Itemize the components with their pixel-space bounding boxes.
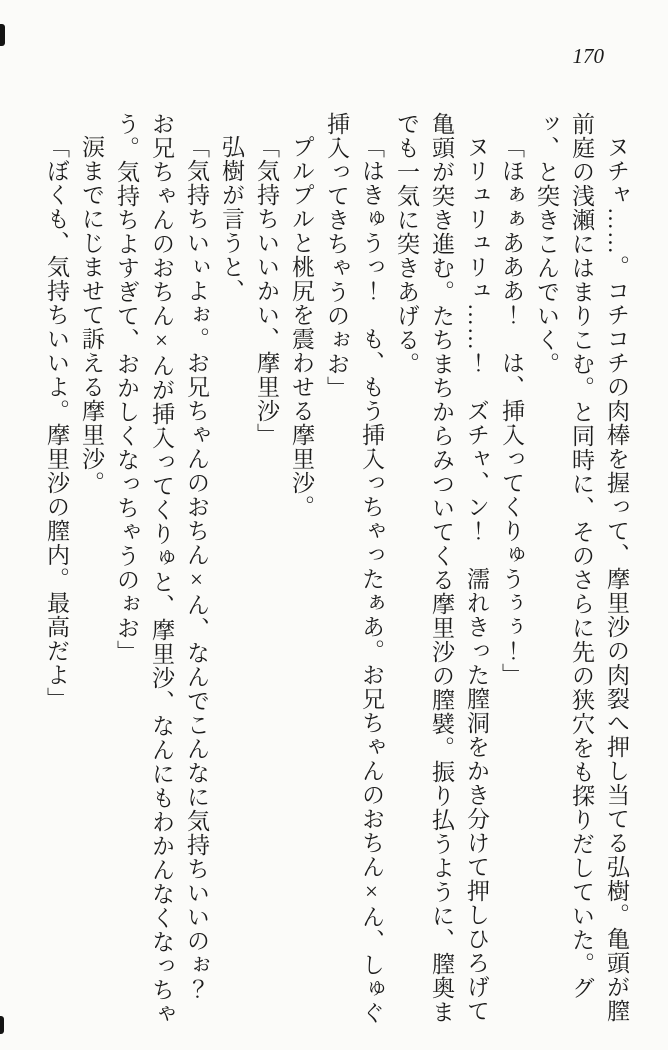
paragraph-dialogue: 「ぼくも、気持ちいいよ。摩里沙の膣内。最高だよ」 — [44, 135, 69, 711]
page-number: 170 — [572, 44, 604, 68]
paragraph-narration: ヌチャ……。コチコチの肉棒を握って、摩里沙の肉裂へ押し当てる弘樹。亀頭が膣前庭の浅瀬にはまりこむ。と同時に、そのさらに先の狭穴をも探りだしていた。グッ、と突きこんでいく。 — [534, 112, 629, 1023]
paragraph-dialogue: 「気持ちいいかい、摩里沙」 — [254, 135, 279, 447]
paragraph-narration: 涙までにじませて訴える摩里沙。 — [79, 135, 104, 495]
paragraph-dialogue: 「はきゅうっ！ も、もう挿入っちゃったぁあ。お兄ちゃんのおちん×ん、しゅぐ挿入ってきちゃうのぉお」 — [324, 112, 384, 1025]
paragraph-narration: ヌリュリュリュ……！ ズチャ、ン！ 濡れきった膣洞をかき分けて押しひろげて亀頭が突き進む。たちまちからみついてくる摩里沙の膣襞。振り払うように、膣奥までも一気に突きあげる。 — [394, 112, 489, 1024]
scan-edge-artifact-top — [0, 24, 5, 46]
paragraph-dialogue: 「ほぁぁあああ！ は、挿入ってくりゅうぅぅ！」 — [499, 135, 524, 687]
paragraph-dialogue: 「気持ちいぃよぉ。お兄ちゃんのおちん×ん、なんでこんなに気持ちいいのぉ？ お兄ちゃんのおちん×んが挿入ってくりゅと、摩里沙、なんにもわかんなくなっちゃう。気持ちよすぎて、おかしくなっちゃうのぉお」 — [114, 112, 209, 1026]
vertical-text-body — [34, 112, 634, 1028]
paragraph-narration: プルプルと桃尻を震わせる摩里沙。 — [289, 135, 314, 519]
scan-edge-artifact-bottom — [0, 1016, 4, 1034]
paragraph-narration: 弘樹が言うと、 — [219, 135, 244, 303]
